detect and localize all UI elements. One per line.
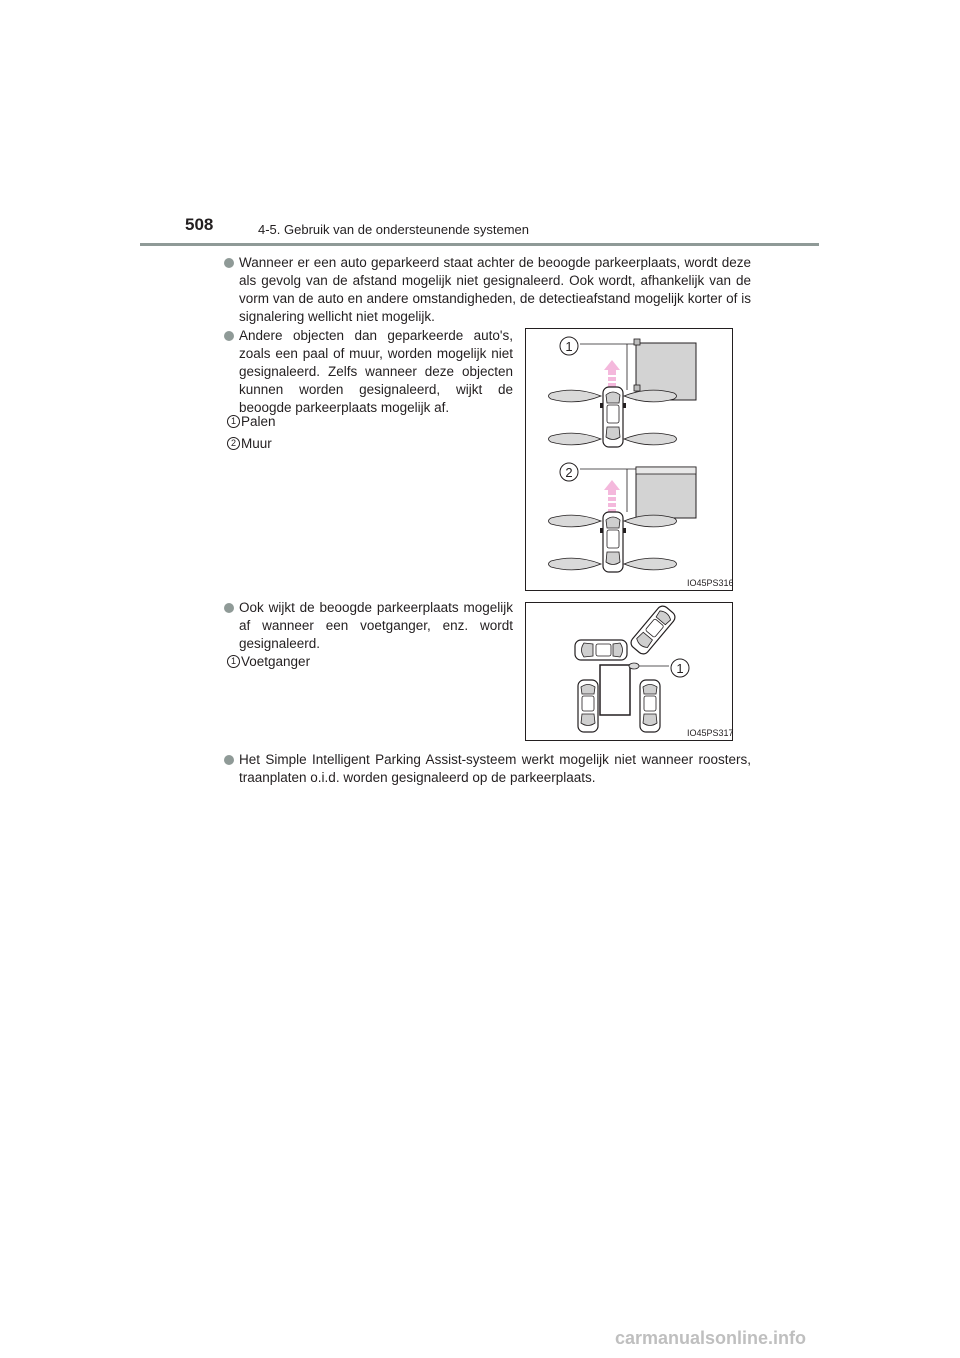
bullet-text: Het Simple Intelligent Parking Assist-systeem werkt mogelijk niet wanneer roosters, traanplaten o.i.d. worden gesignaleerd op de parkeerplaats. <box>239 752 751 785</box>
legend-label: Muur <box>241 436 272 451</box>
bullet-text: Wanneer er een auto geparkeerd staat achter de beoogde parkeerplaats, wordt deze als gevolg van de afstand mogelijk niet gesignaleerd. Ook wordt, afhankelijk van de vorm van de auto en andere omstandigheden, de detectieafstand mogelijk korter of is signalering wellicht niet mogelijk. <box>239 255 751 324</box>
bullet-dot <box>224 331 234 341</box>
figure-pedestrian <box>525 602 733 741</box>
legend-item-voetganger <box>230 653 311 671</box>
legend-number: 1 <box>227 655 240 668</box>
legend-label: Voetganger <box>241 654 311 669</box>
section-title: 4-5. Gebruik van de ondersteunende systemen <box>258 222 530 237</box>
bullet-dot <box>224 258 234 268</box>
figure-code: IO45PS317 <box>687 728 734 738</box>
legend-item-palen <box>230 413 276 431</box>
figure-code: IO45PS316 <box>687 578 734 588</box>
bullet-text: Ook wijkt de beoogde parkeerplaats mogelijk af wanneer een voetganger, enz. wordt gesignaleerd. <box>239 600 513 651</box>
legend-label: Palen <box>241 414 276 429</box>
bullet-dot <box>224 755 234 765</box>
bullet-item <box>239 599 513 653</box>
svg-text:1: 1 <box>676 661 684 676</box>
bullet-dot <box>224 603 234 613</box>
bullet-text: Andere objecten dan geparkeerde auto's, zoals een paal of muur, worden mogelijk niet gesignaleerd. Zelfs wanneer deze objecten kunnen worden gesignaleerd, wijkt de beoogde parkeerplaats mogelijk af. <box>239 328 513 415</box>
svg-text:2: 2 <box>565 465 573 480</box>
watermark: carmanualsonline.info <box>615 1328 807 1348</box>
header-rule <box>140 243 819 246</box>
bullet-item <box>239 254 751 326</box>
bullet-item <box>239 751 751 787</box>
figure-posts-wall <box>525 328 733 591</box>
svg-text:1: 1 <box>565 339 573 354</box>
page-number: 508 <box>185 215 214 234</box>
legend-number: 1 <box>227 415 240 428</box>
figure-pedestrian-drawing <box>526 603 732 740</box>
bullet-item <box>239 327 513 417</box>
legend-item-muur <box>230 435 272 453</box>
figure-posts-wall-drawing <box>526 329 732 590</box>
legend-number: 2 <box>227 437 240 450</box>
